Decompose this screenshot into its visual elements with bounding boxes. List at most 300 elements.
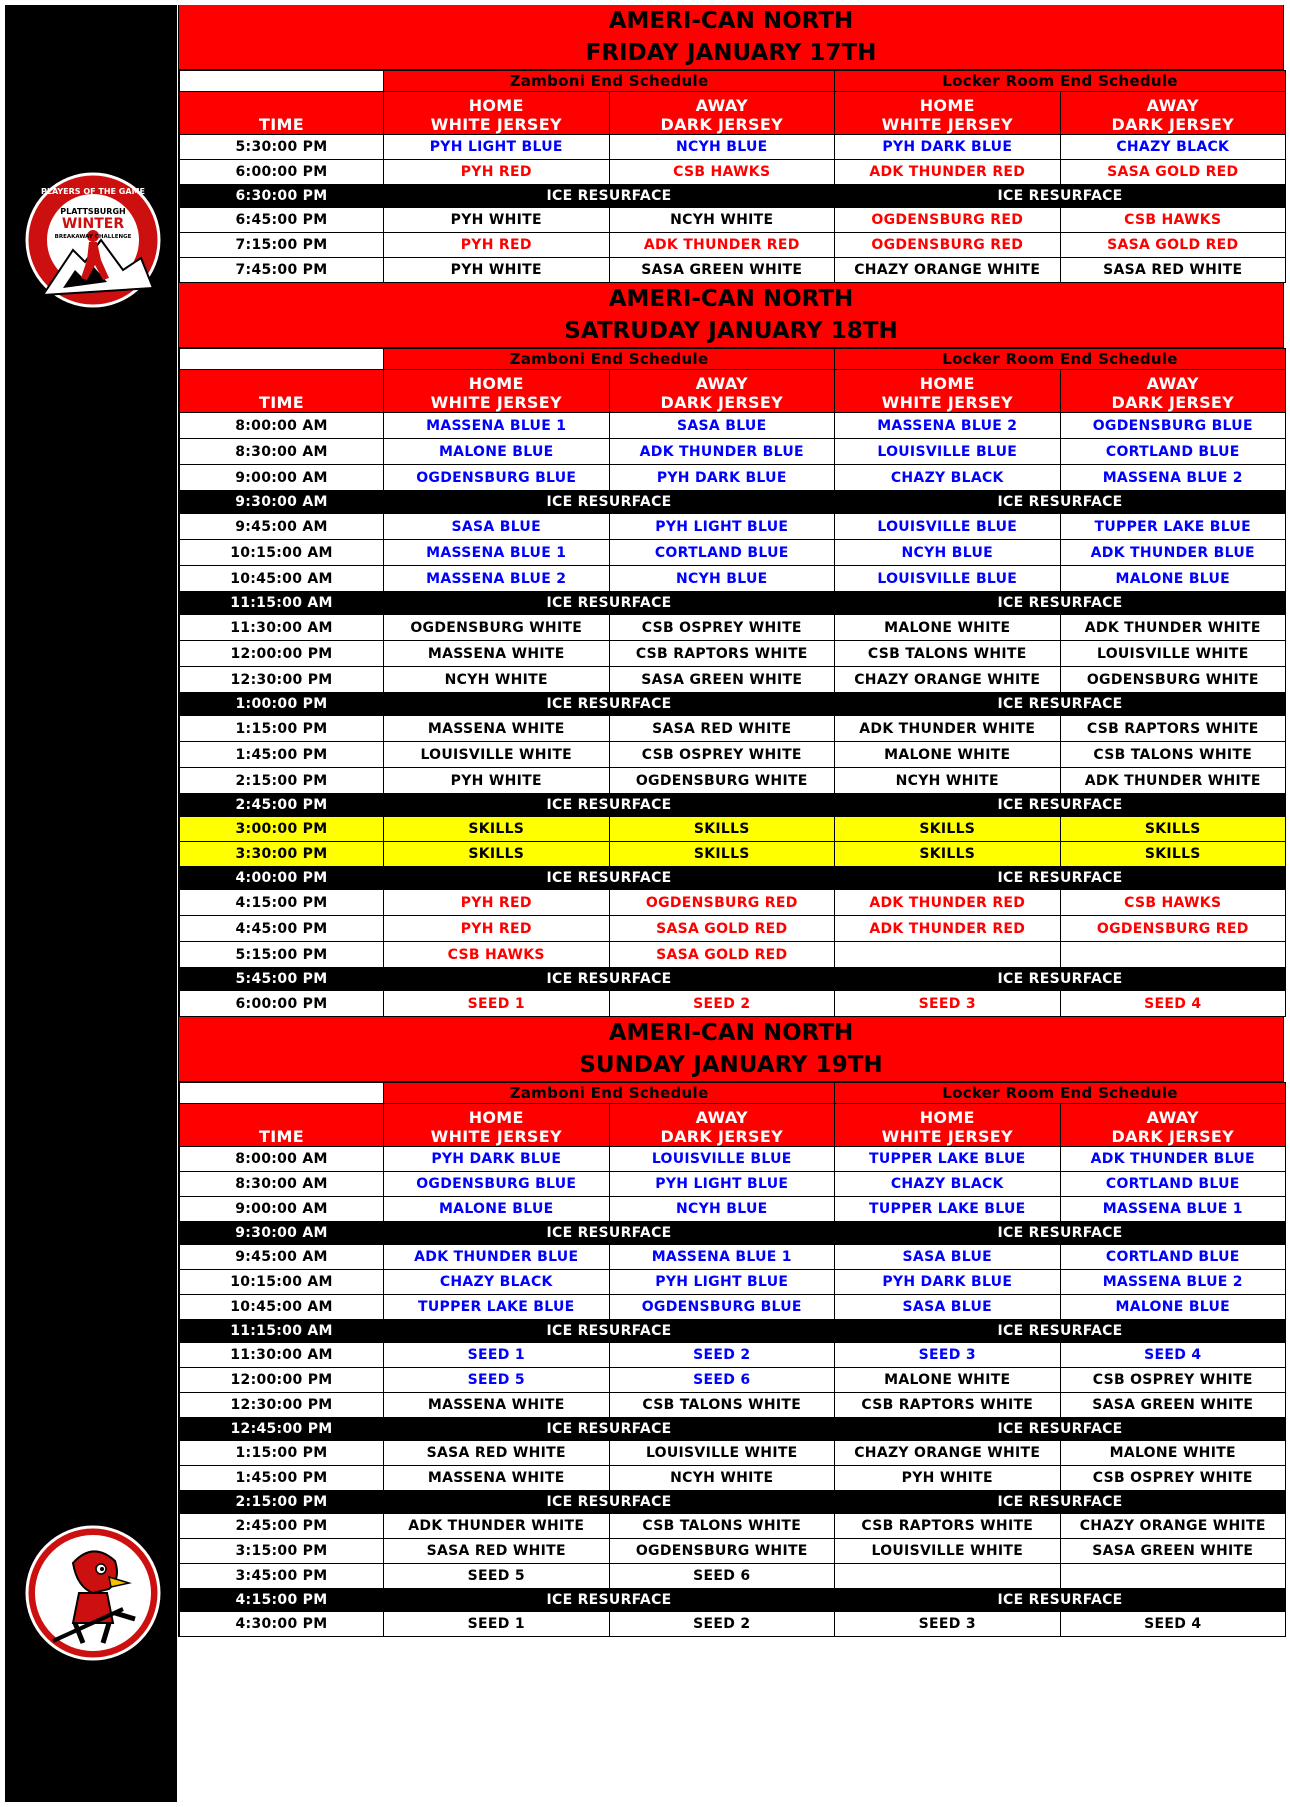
header-jersey: DARK JERSEY xyxy=(660,1127,783,1146)
game-row xyxy=(180,1466,1286,1491)
team-cell: PYH RED xyxy=(384,160,610,185)
team-cell: SKILLS xyxy=(609,817,835,842)
resurface-label: ICE RESURFACE xyxy=(835,1320,1286,1343)
time-header: TIME xyxy=(180,1104,384,1147)
resurface-label: ICE RESURFACE xyxy=(835,1418,1286,1441)
time-cell: 11:15:00 AM xyxy=(180,1320,384,1343)
team-cell: SEED 6 xyxy=(609,1564,835,1589)
header-row xyxy=(180,370,1286,413)
zamboni-end-label: Zamboni End Schedule xyxy=(384,1083,835,1104)
team-cell: SASA BLUE xyxy=(609,413,835,439)
time-cell: 12:30:00 PM xyxy=(180,1393,384,1418)
time-cell: 3:45:00 PM xyxy=(180,1564,384,1589)
ice-resurface-row xyxy=(180,1589,1286,1612)
game-row xyxy=(180,1539,1286,1564)
team-cell: LOUISVILLE BLUE xyxy=(609,1147,835,1172)
team-cell: SASA BLUE xyxy=(835,1245,1061,1270)
team-cell: SEED 2 xyxy=(609,991,835,1017)
schedule-table xyxy=(179,348,1286,1017)
team-cell: OGDENSBURG BLUE xyxy=(384,1172,610,1197)
team-cell: SEED 5 xyxy=(384,1564,610,1589)
game-row xyxy=(180,540,1286,566)
logo-line2: WINTER xyxy=(61,216,125,232)
resurface-label: ICE RESURFACE xyxy=(384,1222,835,1245)
resurface-label: ICE RESURFACE xyxy=(384,794,835,817)
team-cell: PYH LIGHT BLUE xyxy=(384,135,610,160)
game-row xyxy=(180,942,1286,968)
blank-cell xyxy=(180,71,384,92)
team-cell: SEED 1 xyxy=(384,1343,610,1368)
team-header xyxy=(1060,1104,1286,1147)
team-cell: TUPPER LAKE BLUE xyxy=(835,1147,1061,1172)
team-cell: CSB OSPREY WHITE xyxy=(609,615,835,641)
team-cell: SKILLS xyxy=(835,817,1061,842)
team-cell: OGDENSBURG WHITE xyxy=(384,615,610,641)
time-cell: 8:30:00 AM xyxy=(180,439,384,465)
team-cell: MASSENA BLUE 1 xyxy=(1060,1197,1286,1222)
team-cell: SEED 3 xyxy=(835,1343,1061,1368)
locker-room-end-label: Locker Room End Schedule xyxy=(835,71,1286,92)
game-row xyxy=(180,258,1286,283)
time-cell: 12:00:00 PM xyxy=(180,641,384,667)
team-cell: SASA GOLD RED xyxy=(609,942,835,968)
team-cell: OGDENSBURG RED xyxy=(609,890,835,916)
team-cell: CSB RAPTORS WHITE xyxy=(835,1393,1061,1418)
team-cell: LOUISVILLE WHITE xyxy=(609,1441,835,1466)
team-cell: ADK THUNDER WHITE xyxy=(1060,615,1286,641)
team-cell: NCYH WHITE xyxy=(835,768,1061,794)
team-cell: SKILLS xyxy=(384,842,610,867)
team-cell: SEED 2 xyxy=(609,1343,835,1368)
time-cell: 4:45:00 PM xyxy=(180,916,384,942)
division-title: AMERI-CAN NORTH xyxy=(608,8,854,34)
resurface-label: ICE RESURFACE xyxy=(835,491,1286,514)
resurface-label: ICE RESURFACE xyxy=(384,1589,835,1612)
team-cell: PYH DARK BLUE xyxy=(835,1270,1061,1295)
header-jersey: WHITE JERSEY xyxy=(430,393,562,412)
team-cell: TUPPER LAKE BLUE xyxy=(1060,514,1286,540)
team-cell: SASA GREEN WHITE xyxy=(1060,1539,1286,1564)
time-cell: 11:15:00 AM xyxy=(180,592,384,615)
team-header xyxy=(835,92,1061,135)
time-cell: 1:45:00 PM xyxy=(180,742,384,768)
team-cell xyxy=(835,942,1061,968)
header-side: AWAY xyxy=(695,374,748,393)
schedule-table xyxy=(179,70,1286,283)
resurface-label: ICE RESURFACE xyxy=(835,592,1286,615)
team-cell: MALONE WHITE xyxy=(835,742,1061,768)
time-cell: 11:30:00 AM xyxy=(180,1343,384,1368)
date-title: SATRUDAY JANUARY 18TH xyxy=(564,318,898,344)
header-jersey: DARK JERSEY xyxy=(1111,393,1235,412)
team-cell: ADK THUNDER BLUE xyxy=(1060,540,1286,566)
resurface-label: ICE RESURFACE xyxy=(384,968,835,991)
game-row xyxy=(180,413,1286,439)
date-title: SUNDAY JANUARY 19TH xyxy=(579,1052,883,1078)
team-cell: MASSENA WHITE xyxy=(384,1393,610,1418)
time-cell: 11:30:00 AM xyxy=(180,615,384,641)
game-row xyxy=(180,1564,1286,1589)
team-cell: LOUISVILLE BLUE xyxy=(835,566,1061,592)
team-cell xyxy=(1060,1564,1286,1589)
team-cell: MASSENA BLUE 2 xyxy=(384,566,610,592)
team-cell: MASSENA BLUE 1 xyxy=(384,540,610,566)
time-cell: 6:45:00 PM xyxy=(180,208,384,233)
resurface-label: ICE RESURFACE xyxy=(384,1320,835,1343)
team-header xyxy=(835,370,1061,413)
team-cell: MALONE WHITE xyxy=(835,1368,1061,1393)
time-cell: 10:45:00 AM xyxy=(180,1295,384,1320)
team-cell: SEED 4 xyxy=(1060,1343,1286,1368)
team-cell: MALONE WHITE xyxy=(835,615,1061,641)
team-cell: MASSENA BLUE 2 xyxy=(1060,465,1286,491)
game-row xyxy=(180,514,1286,540)
skills-row xyxy=(180,817,1286,842)
ice-resurface-row xyxy=(180,592,1286,615)
game-row xyxy=(180,916,1286,942)
team-cell: PYH RED xyxy=(384,916,610,942)
header-jersey: DARK JERSEY xyxy=(660,393,783,412)
header-jersey: DARK JERSEY xyxy=(1111,115,1235,134)
team-cell: NCYH WHITE xyxy=(384,667,610,693)
time-header: TIME xyxy=(180,92,384,135)
team-header xyxy=(1060,92,1286,135)
team-cell: CSB TALONS WHITE xyxy=(609,1514,835,1539)
header-jersey: WHITE JERSEY xyxy=(430,115,562,134)
resurface-label: ICE RESURFACE xyxy=(384,1418,835,1441)
header-side: AWAY xyxy=(695,96,748,115)
time-cell: 7:15:00 PM xyxy=(180,233,384,258)
day-section xyxy=(178,283,1284,1017)
ice-resurface-row xyxy=(180,1491,1286,1514)
resurface-label: ICE RESURFACE xyxy=(384,693,835,716)
team-cell: PYH WHITE xyxy=(384,258,610,283)
team-cell: SASA GREEN WHITE xyxy=(609,258,835,283)
team-cell: LOUISVILLE WHITE xyxy=(835,1539,1061,1564)
resurface-label: ICE RESURFACE xyxy=(835,867,1286,890)
team-cell: CHAZY BLACK xyxy=(835,1172,1061,1197)
team-cell: CSB OSPREY WHITE xyxy=(609,742,835,768)
division-title: AMERI-CAN NORTH xyxy=(608,1020,854,1046)
team-cell: SKILLS xyxy=(835,842,1061,867)
team-cell: CSB HAWKS xyxy=(1060,890,1286,916)
team-cell: SKILLS xyxy=(1060,817,1286,842)
team-cell: CSB RAPTORS WHITE xyxy=(835,1514,1061,1539)
header-side: HOME xyxy=(468,96,524,115)
resurface-label: ICE RESURFACE xyxy=(835,1222,1286,1245)
team-cell: ADK THUNDER WHITE xyxy=(384,1514,610,1539)
team-header xyxy=(609,370,835,413)
date-title: FRIDAY JANUARY 17TH xyxy=(585,40,877,66)
team-cell: NCYH BLUE xyxy=(835,540,1061,566)
time-cell: 12:45:00 PM xyxy=(180,1418,384,1441)
time-cell: 1:45:00 PM xyxy=(180,1466,384,1491)
team-cell: CHAZY ORANGE WHITE xyxy=(835,1441,1061,1466)
game-row xyxy=(180,1343,1286,1368)
header-side: AWAY xyxy=(1146,1108,1199,1127)
team-cell: OGDENSBURG WHITE xyxy=(1060,667,1286,693)
time-cell: 9:30:00 AM xyxy=(180,1222,384,1245)
team-cell: SASA RED WHITE xyxy=(384,1539,610,1564)
team-cell: SASA BLUE xyxy=(384,514,610,540)
time-cell: 12:00:00 PM xyxy=(180,1368,384,1393)
time-cell: 4:00:00 PM xyxy=(180,867,384,890)
logo-top-arc: PLAYERS OF THE GAME xyxy=(41,187,145,196)
game-row xyxy=(180,1147,1286,1172)
team-cell: SASA RED WHITE xyxy=(1060,258,1286,283)
game-row xyxy=(180,439,1286,465)
team-cell: MASSENA BLUE 2 xyxy=(1060,1270,1286,1295)
schedule-table xyxy=(179,1082,1286,1637)
team-cell: SEED 3 xyxy=(835,991,1061,1017)
time-cell: 9:00:00 AM xyxy=(180,465,384,491)
header-jersey: DARK JERSEY xyxy=(1111,1127,1235,1146)
team-cell: SASA RED WHITE xyxy=(384,1441,610,1466)
team-cell: SEED 3 xyxy=(835,1612,1061,1637)
header-side: HOME xyxy=(919,374,975,393)
time-cell: 6:30:00 PM xyxy=(180,185,384,208)
team-header xyxy=(1060,370,1286,413)
team-cell: ADK THUNDER WHITE xyxy=(835,716,1061,742)
team-cell: SASA GREEN WHITE xyxy=(1060,1393,1286,1418)
team-cell: NCYH BLUE xyxy=(609,566,835,592)
game-row xyxy=(180,890,1286,916)
division-title: AMERI-CAN NORTH xyxy=(608,286,854,312)
team-cell: ADK THUNDER RED xyxy=(835,890,1061,916)
time-cell: 8:00:00 AM xyxy=(180,1147,384,1172)
team-cell: LOUISVILLE WHITE xyxy=(384,742,610,768)
team-cell: NCYH BLUE xyxy=(609,1197,835,1222)
team-cell: MALONE BLUE xyxy=(1060,1295,1286,1320)
time-header: TIME xyxy=(180,370,384,413)
team-cell: CHAZY BLACK xyxy=(835,465,1061,491)
time-cell: 5:45:00 PM xyxy=(180,968,384,991)
team-cell: CHAZY BLACK xyxy=(1060,135,1286,160)
game-row xyxy=(180,1514,1286,1539)
team-cell: OGDENSBURG RED xyxy=(835,233,1061,258)
end-schedule-row xyxy=(180,71,1286,92)
resurface-label: ICE RESURFACE xyxy=(384,867,835,890)
time-cell: 10:15:00 AM xyxy=(180,540,384,566)
team-cell: PYH RED xyxy=(384,233,610,258)
team-cell: CHAZY ORANGE WHITE xyxy=(835,258,1061,283)
game-row xyxy=(180,566,1286,592)
team-cell: LOUISVILLE WHITE xyxy=(1060,641,1286,667)
blank-cell xyxy=(180,1083,384,1104)
team-cell: PYH DARK BLUE xyxy=(835,135,1061,160)
header-side: HOME xyxy=(919,96,975,115)
team-cell: PYH WHITE xyxy=(384,768,610,794)
mascot-logo xyxy=(23,1523,163,1663)
resurface-label: ICE RESURFACE xyxy=(384,1491,835,1514)
day-title xyxy=(179,5,1283,70)
team-cell: PYH LIGHT BLUE xyxy=(609,1172,835,1197)
team-cell: CORTLAND BLUE xyxy=(1060,439,1286,465)
game-row xyxy=(180,1441,1286,1466)
header-side: HOME xyxy=(468,374,524,393)
team-cell: CSB TALONS WHITE xyxy=(609,1393,835,1418)
team-cell: SASA GOLD RED xyxy=(609,916,835,942)
logo-line3: BREAKAWAY CHALLENGE xyxy=(54,234,132,240)
day-section xyxy=(178,5,1284,283)
team-cell: PYH LIGHT BLUE xyxy=(609,514,835,540)
team-cell: OGDENSBURG RED xyxy=(835,208,1061,233)
team-header xyxy=(384,370,610,413)
time-cell: 1:15:00 PM xyxy=(180,716,384,742)
skills-row xyxy=(180,842,1286,867)
team-header xyxy=(609,92,835,135)
team-cell: MALONE BLUE xyxy=(1060,566,1286,592)
time-cell: 4:15:00 PM xyxy=(180,1589,384,1612)
team-cell: CORTLAND BLUE xyxy=(1060,1172,1286,1197)
ice-resurface-row xyxy=(180,185,1286,208)
team-cell: SASA RED WHITE xyxy=(609,716,835,742)
team-cell: NCYH WHITE xyxy=(609,1466,835,1491)
schedule-container xyxy=(178,5,1284,1637)
header-row xyxy=(180,92,1286,135)
game-row xyxy=(180,1172,1286,1197)
locker-room-end-label: Locker Room End Schedule xyxy=(835,349,1286,370)
team-cell: CSB HAWKS xyxy=(384,942,610,968)
time-cell: 7:45:00 PM xyxy=(180,258,384,283)
team-cell: MASSENA WHITE xyxy=(384,716,610,742)
team-cell: ADK THUNDER RED xyxy=(835,916,1061,942)
team-cell: CHAZY ORANGE WHITE xyxy=(1060,1514,1286,1539)
header-side: AWAY xyxy=(1146,374,1199,393)
resurface-label: ICE RESURFACE xyxy=(835,1491,1286,1514)
team-cell: SEED 1 xyxy=(384,991,610,1017)
time-cell: 3:30:00 PM xyxy=(180,842,384,867)
game-row xyxy=(180,742,1286,768)
team-cell: ADK THUNDER BLUE xyxy=(1060,1147,1286,1172)
team-cell: OGDENSBURG BLUE xyxy=(384,465,610,491)
ice-resurface-row xyxy=(180,693,1286,716)
time-cell: 4:15:00 PM xyxy=(180,890,384,916)
ice-resurface-row xyxy=(180,968,1286,991)
team-cell: SEED 2 xyxy=(609,1612,835,1637)
game-row xyxy=(180,135,1286,160)
team-cell: CHAZY ORANGE WHITE xyxy=(835,667,1061,693)
team-cell: TUPPER LAKE BLUE xyxy=(835,1197,1061,1222)
game-row xyxy=(180,208,1286,233)
header-side: HOME xyxy=(468,1108,524,1127)
team-cell: OGDENSBURG RED xyxy=(1060,916,1286,942)
team-cell: SEED 5 xyxy=(384,1368,610,1393)
game-row xyxy=(180,1393,1286,1418)
ice-resurface-row xyxy=(180,1222,1286,1245)
blank-cell xyxy=(180,349,384,370)
game-row xyxy=(180,160,1286,185)
end-schedule-row xyxy=(180,349,1286,370)
header-jersey: WHITE JERSEY xyxy=(881,1127,1013,1146)
time-cell: 5:30:00 PM xyxy=(180,135,384,160)
time-cell: 6:00:00 PM xyxy=(180,991,384,1017)
ice-resurface-row xyxy=(180,491,1286,514)
team-cell: NCYH WHITE xyxy=(609,208,835,233)
team-cell: CSB RAPTORS WHITE xyxy=(609,641,835,667)
logo-line1: PLATTSBURGH xyxy=(60,207,126,216)
team-cell: SASA GREEN WHITE xyxy=(609,667,835,693)
resurface-label: ICE RESURFACE xyxy=(835,794,1286,817)
team-cell: CSB TALONS WHITE xyxy=(1060,742,1286,768)
team-cell: LOUISVILLE BLUE xyxy=(835,439,1061,465)
team-cell: ADK THUNDER BLUE xyxy=(609,439,835,465)
team-header xyxy=(835,1104,1061,1147)
time-cell: 2:45:00 PM xyxy=(180,1514,384,1539)
team-cell: ADK THUNDER RED xyxy=(609,233,835,258)
team-cell: CSB OSPREY WHITE xyxy=(1060,1466,1286,1491)
team-cell: MASSENA BLUE 1 xyxy=(384,413,610,439)
time-cell: 3:15:00 PM xyxy=(180,1539,384,1564)
team-cell: TUPPER LAKE BLUE xyxy=(384,1295,610,1320)
team-cell xyxy=(1060,942,1286,968)
team-cell: MASSENA BLUE 1 xyxy=(609,1245,835,1270)
day-title xyxy=(179,283,1283,348)
time-cell: 9:45:00 AM xyxy=(180,1245,384,1270)
team-cell: MASSENA BLUE 2 xyxy=(835,413,1061,439)
team-cell: SEED 4 xyxy=(1060,991,1286,1017)
team-cell: ADK THUNDER BLUE xyxy=(384,1245,610,1270)
time-cell: 8:30:00 AM xyxy=(180,1172,384,1197)
game-row xyxy=(180,768,1286,794)
time-cell: 9:00:00 AM xyxy=(180,1197,384,1222)
team-cell: LOUISVILLE BLUE xyxy=(835,514,1061,540)
team-cell: CSB RAPTORS WHITE xyxy=(1060,716,1286,742)
time-cell: 4:30:00 PM xyxy=(180,1612,384,1637)
game-row xyxy=(180,615,1286,641)
game-row xyxy=(180,1270,1286,1295)
resurface-label: ICE RESURFACE xyxy=(384,185,835,208)
team-cell: CHAZY BLACK xyxy=(384,1270,610,1295)
game-row xyxy=(180,1368,1286,1393)
team-cell: MASSENA WHITE xyxy=(384,1466,610,1491)
team-cell: CSB TALONS WHITE xyxy=(835,641,1061,667)
team-cell: OGDENSBURG WHITE xyxy=(609,1539,835,1564)
team-cell: SASA GOLD RED xyxy=(1060,233,1286,258)
team-cell: PYH DARK BLUE xyxy=(609,465,835,491)
team-cell: ADK THUNDER WHITE xyxy=(1060,768,1286,794)
team-cell: NCYH BLUE xyxy=(609,135,835,160)
ice-resurface-row xyxy=(180,867,1286,890)
locker-room-end-label: Locker Room End Schedule xyxy=(835,1083,1286,1104)
team-cell xyxy=(835,1564,1061,1589)
team-cell: MASSENA WHITE xyxy=(384,641,610,667)
header-side: HOME xyxy=(919,1108,975,1127)
header-jersey: WHITE JERSEY xyxy=(881,115,1013,134)
header-jersey: WHITE JERSEY xyxy=(881,393,1013,412)
ice-resurface-row xyxy=(180,1320,1286,1343)
time-cell: 9:45:00 AM xyxy=(180,514,384,540)
left-sidebar xyxy=(5,5,177,1802)
time-cell: 8:00:00 AM xyxy=(180,413,384,439)
zamboni-end-label: Zamboni End Schedule xyxy=(384,349,835,370)
resurface-label: ICE RESURFACE xyxy=(384,491,835,514)
team-cell: MALONE BLUE xyxy=(384,439,610,465)
winter-breakaway-logo xyxy=(23,170,163,310)
game-row xyxy=(180,716,1286,742)
team-cell: SEED 4 xyxy=(1060,1612,1286,1637)
time-cell: 3:00:00 PM xyxy=(180,817,384,842)
team-cell: CSB OSPREY WHITE xyxy=(1060,1368,1286,1393)
team-cell: PYH WHITE xyxy=(835,1466,1061,1491)
team-cell: PYH DARK BLUE xyxy=(384,1147,610,1172)
time-cell: 12:30:00 PM xyxy=(180,667,384,693)
team-cell: OGDENSBURG BLUE xyxy=(1060,413,1286,439)
game-row xyxy=(180,991,1286,1017)
team-header xyxy=(384,92,610,135)
day-title xyxy=(179,1017,1283,1082)
team-cell: PYH LIGHT BLUE xyxy=(609,1270,835,1295)
